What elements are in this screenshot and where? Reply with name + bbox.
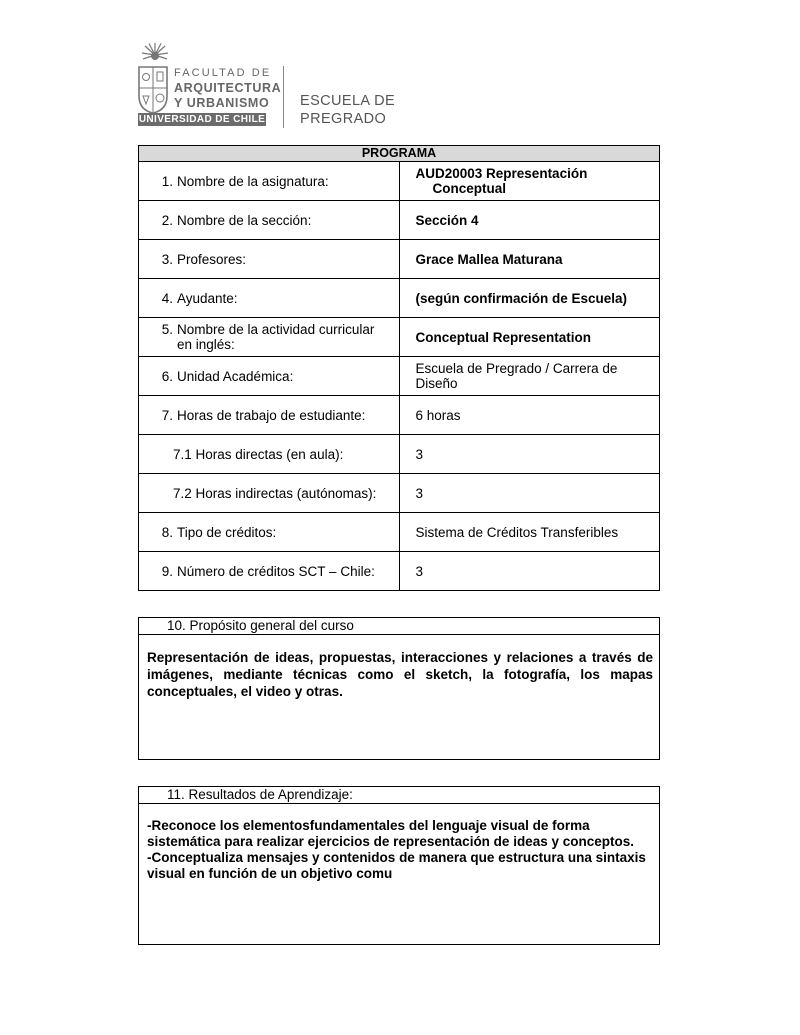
course-name-continued: Conceptual — [432, 181, 507, 196]
row-label-cell — [139, 552, 400, 591]
faculty-name-line3: Y URBANISMO — [174, 96, 270, 110]
row-label-cell — [139, 357, 400, 396]
table-row — [139, 474, 660, 513]
learning-outcomes-heading: 11. Resultados de Aprendizaje: — [139, 787, 659, 804]
row-label: 7.1 Horas directas (en aula): — [173, 446, 344, 462]
row-label: Tipo de créditos: — [177, 524, 277, 540]
row-number: 9. — [161, 563, 173, 579]
row-label-cell — [139, 474, 400, 513]
learning-outcome-item: -Conceptualiza mensajes y contenidos de manera que estructura una sintaxis visual en función de un objetivo comu — [147, 850, 646, 881]
sun-emblem-icon — [141, 42, 169, 68]
row-number: 7. — [161, 407, 173, 423]
row-label-cell — [139, 162, 400, 201]
english-name-value: Conceptual Representation — [399, 318, 660, 357]
row-number: 2. — [161, 212, 173, 228]
row-label: Unidad Académica: — [177, 368, 294, 384]
row-number: 1. — [161, 173, 173, 189]
faculty-name-line2: ARQUITECTURA — [174, 81, 282, 95]
assistant-value: (según confirmación de Escuela) — [399, 279, 660, 318]
learning-outcomes-box — [138, 786, 660, 945]
row-label: Nombre de la asignatura: — [177, 173, 329, 189]
program-table — [138, 145, 660, 591]
row-label-cell — [139, 279, 400, 318]
course-purpose-heading: 10. Propósito general del curso — [139, 618, 659, 635]
faculty-name-line1: FACULTAD DE — [174, 67, 272, 79]
course-purpose-text: Representación de ideas, propuestas, interacciones y relaciones a través de imágenes, mediante técnicas como el sketch, la fotografía, los mapas conceptuales, el video y otras. — [147, 650, 653, 699]
table-row — [139, 552, 660, 591]
row-label: Ayudante: — [177, 290, 238, 306]
row-number: 8. — [161, 524, 173, 540]
table-row — [139, 162, 660, 201]
table-row — [139, 201, 660, 240]
row-label: Nombre de la sección: — [177, 212, 312, 228]
university-name-bar: UNIVERSIDAD DE CHILE — [138, 114, 266, 125]
row-label: Profesores: — [177, 251, 247, 267]
work-hours-value: 6 horas — [399, 396, 660, 435]
table-row — [139, 279, 660, 318]
school-name-line2: PREGRADO — [300, 111, 387, 127]
section-value: Sección 4 — [399, 201, 660, 240]
program-header-row — [139, 146, 660, 162]
table-row — [139, 318, 660, 357]
row-label-cell — [139, 318, 400, 357]
university-crest-icon — [138, 66, 168, 114]
school-name-line1: ESCUELA DE — [300, 93, 396, 109]
table-row — [139, 357, 660, 396]
row-label: 7.2 Horas indirectas (autónomas): — [173, 485, 377, 501]
direct-hours-value: 3 — [399, 435, 660, 474]
row-label-cell — [139, 240, 400, 279]
row-number: 3. — [161, 251, 173, 267]
academic-unit-value — [399, 357, 660, 396]
faculty-logo — [138, 42, 396, 132]
credit-type-value: Sistema de Créditos Transferibles — [399, 513, 660, 552]
row-number: 4. — [161, 290, 173, 306]
learning-outcome-item: -Reconoce los elementosfundamentales del lenguaje visual de forma sistemática para realizar ejercicios de representación de ideas y conceptos. — [147, 818, 634, 849]
row-label: Número de créditos SCT – Chile: — [177, 563, 375, 579]
course-code-name: AUD20003 Representación — [415, 166, 588, 181]
row-value-cell — [399, 162, 660, 201]
row-label: Nombre de la actividad curricular en inglés: — [177, 322, 375, 352]
row-label-cell — [139, 435, 400, 474]
row-label-cell — [139, 396, 400, 435]
program-title: PROGRAMA — [139, 146, 660, 162]
row-label: Horas de trabajo de estudiante: — [177, 407, 366, 423]
row-label-cell — [139, 201, 400, 240]
row-number: 5. — [161, 322, 173, 337]
table-row — [139, 240, 660, 279]
professor-value: Grace Mallea Maturana — [399, 240, 660, 279]
learning-outcomes-list — [147, 818, 653, 882]
row-label-cell — [139, 513, 400, 552]
credits-count-value: 3 — [399, 552, 660, 591]
table-row — [139, 396, 660, 435]
row-number: 6. — [161, 368, 173, 384]
indirect-hours-value: 3 — [399, 474, 660, 513]
course-purpose-box — [138, 617, 660, 760]
table-row — [139, 435, 660, 474]
logo-divider — [283, 66, 284, 128]
table-row — [139, 513, 660, 552]
academic-unit-text: Escuela de Pregrado / Carrera de Diseño — [415, 361, 618, 391]
